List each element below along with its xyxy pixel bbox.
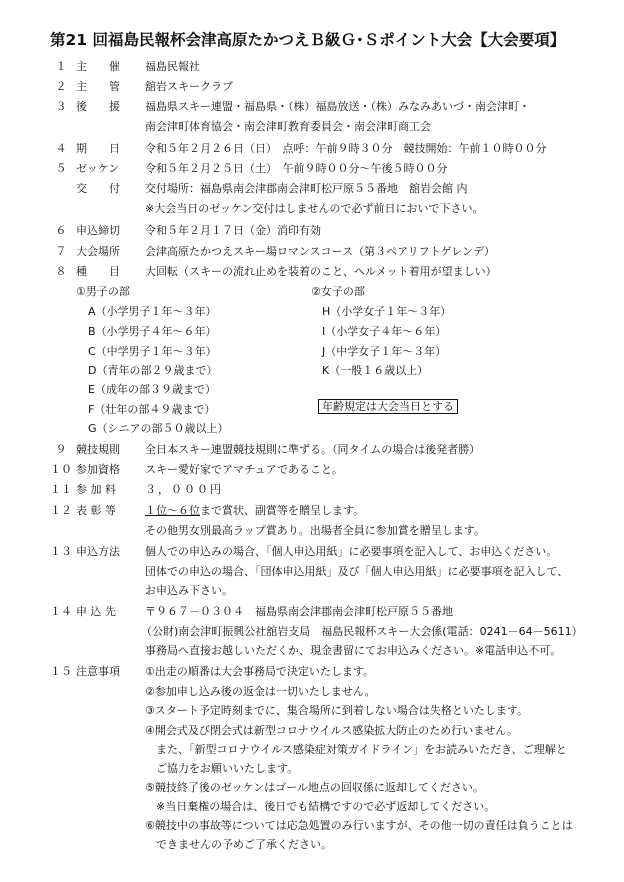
item-label-bib: ゼッケン <box>76 162 120 175</box>
item-number: ９ <box>55 443 67 456</box>
age-rule-note: 年齢規定は大会当日とする <box>318 399 458 414</box>
item-value-venue: 会津高原たかつえスキー場ロマンスコース（第３ペアリフトゲレンデ） <box>145 245 495 258</box>
item-value-date: 令和５年２月２６日（日） 点呼：午前９時３０分 競技開始：午前１０時００分 <box>145 142 547 155</box>
item-number: １２ <box>50 504 72 517</box>
item-label-organizer: 主 催 <box>76 60 120 73</box>
item-label-event: 種 目 <box>76 265 120 278</box>
note-line: ④開会式及び閉会式は新型コロナウイルス感染拡大防止のため行いません。 <box>145 724 518 737</box>
item-label-date: 期 日 <box>76 142 120 155</box>
item-number: ６ <box>55 224 67 237</box>
item-number: ４ <box>55 142 67 155</box>
document-title: 第21 回福島民報杯会津高原たかつえＢ級Ｇ･Ｓポイント大会【大会要項】 <box>50 31 566 49</box>
item-label-venue: 大会場所 <box>76 245 120 258</box>
note-line: ⑤競技終了後のゼッケンはゴール地点の回収係に返却してください。 <box>145 781 484 794</box>
item-number: １４ <box>50 605 72 618</box>
item-number: ８ <box>55 265 67 278</box>
women-category-header: ②女子の部 <box>311 285 365 298</box>
item-value-apply-method-cont: 団体での申込の場合、「団体申込用紙」及び「個人申込用紙」に必要事項を記入して、 <box>145 565 569 578</box>
item-label-fee: 参 加 料 <box>76 483 116 496</box>
item-value-apply-method: 個人での申込みの場合、「個人申込用紙」に必要事項を記入して、お申込ください。 <box>145 545 558 558</box>
item-value-apply-office: （公財)南会津町振興公社舘岩支局 福島民報杯スキー大会係(電話：0241－64－5611） <box>141 625 583 638</box>
awards-ranks: １位～６位 <box>145 504 200 517</box>
women-category-row: I（小学女子４年～６年） <box>322 325 447 338</box>
item-value-organizer: 福島民報社 <box>145 60 200 73</box>
item-label-apply-to: 申 込 先 <box>76 605 116 618</box>
note-line: ※当日棄権の場合は、後日でも結構ですので必ず返却してください。 <box>156 800 496 813</box>
item-value-eligibility: スキー愛好家でアマチュアであること。 <box>145 463 343 476</box>
item-value-awards <box>145 504 364 518</box>
note-line: ②参加申し込み後の返金は一切いたしません。 <box>145 685 376 698</box>
item-number: １ <box>55 60 67 73</box>
note-line: また、「新型コロナウイルス感染症対策ガイドライン」をお読みいただき、ご理解と <box>156 743 567 756</box>
item-value-bib-place: 交付場所：福島県南会津郡南会津町松戸原５５番地 舘岩会館 内 <box>145 182 468 195</box>
item-label-management: 主 管 <box>76 80 120 93</box>
item-value-management: 舘岩スキークラブ <box>145 80 233 93</box>
item-value-awards-cont: その他男女別最高ラップ賞あり。出場者全員に参加賞を贈呈します。 <box>145 524 485 537</box>
item-number: １０ <box>50 463 72 476</box>
note-line: ご協力をお願いいたします。 <box>156 762 299 775</box>
note-line: ⑥競技中の事故等については応急処置のみ行いますが、その他一切の責任は負うことは <box>145 819 573 832</box>
item-value-bib-note: ※大会当日のゼッケン交付はしませんので必ず前日においで下さい。 <box>145 202 484 215</box>
item-number: ５ <box>55 162 67 175</box>
age-rule-note-box <box>318 400 458 414</box>
item-value-apply-method-cont: お申込み下さい。 <box>145 584 233 597</box>
item-value-deadline: 令和５年２月１７日（金）消印有効 <box>145 224 321 237</box>
item-value-support-cont: 南会津町体育協会・南会津町教育委員会・南会津町商工会 <box>145 120 431 133</box>
men-category-row: F（壮年の部４９歳まで） <box>88 403 216 416</box>
item-label-notes: 注意事項 <box>76 665 120 678</box>
men-category-header: ①男子の部 <box>76 285 130 298</box>
item-label-apply-method: 申込方法 <box>76 545 120 558</box>
item-value-event: 大回転（スキーの流れ止めを装着のこと、ヘルメット着用が望ましい） <box>145 265 497 278</box>
men-category-row: B（小学男子４年～６年） <box>88 325 217 338</box>
note-line: ①出走の順番は大会事務局で決定いたします。 <box>145 665 374 678</box>
item-label-rules: 競技規則 <box>76 443 120 456</box>
note-line: ③スタート予定時刻までに、集合場所に到着しない場合は失格といたします。 <box>145 704 528 717</box>
item-value-apply-address: 〒９６７－０３０４ 福島県南会津郡南会津町松戸原５５番地 <box>145 605 453 618</box>
item-value-bib: 令和５年２月２５日（土） 午前９時００分～午後５時００分 <box>145 162 448 175</box>
men-category-row: D（青年の部２９歳まで） <box>88 364 218 377</box>
item-number: １５ <box>50 665 72 678</box>
item-value-fee: ３，０００円 <box>145 483 223 496</box>
item-label-support: 後 援 <box>76 100 120 113</box>
women-category-row: K（一般１６歳以上） <box>322 364 429 377</box>
item-number: ２ <box>55 80 67 93</box>
item-value-support: 福島県スキー連盟・福島県・（株）福島放送・（株）みなみあいづ・南会津町・ <box>145 100 530 113</box>
men-category-row: A（小学男子１年～３年） <box>88 305 217 318</box>
men-category-row: E（成年の部３９歳まで） <box>88 383 216 396</box>
item-label-bib-delivery: 交 付 <box>76 182 120 195</box>
item-number: １１ <box>50 483 72 496</box>
item-label-eligibility: 参加資格 <box>76 463 120 476</box>
item-number: １３ <box>50 545 72 558</box>
men-category-row: G（シニアの部５０歳以上） <box>88 422 229 435</box>
item-label-awards: 表 彰 等 <box>76 504 116 517</box>
item-number: ３ <box>55 100 67 113</box>
men-category-row: C（中学男子１年～３年） <box>88 345 217 358</box>
item-value-rules: 全日本スキー連盟競技規則に準ずる。（同タイムの場合は後発者勝） <box>145 443 481 456</box>
item-label-deadline: 申込締切 <box>76 224 120 237</box>
women-category-row: H（小学女子１年～３年） <box>322 305 452 318</box>
women-category-row: J（中学女子１年～３年） <box>322 345 447 358</box>
item-value-apply-note: 事務局へ直接お越しいただくか、現金書留にてお申込みください。※電話申込不可。 <box>145 644 562 657</box>
awards-desc: まで賞状、副賞等を贈呈します。 <box>200 504 365 517</box>
note-line: できませんの予めご了承ください。 <box>156 838 332 851</box>
item-number: ７ <box>55 245 67 258</box>
